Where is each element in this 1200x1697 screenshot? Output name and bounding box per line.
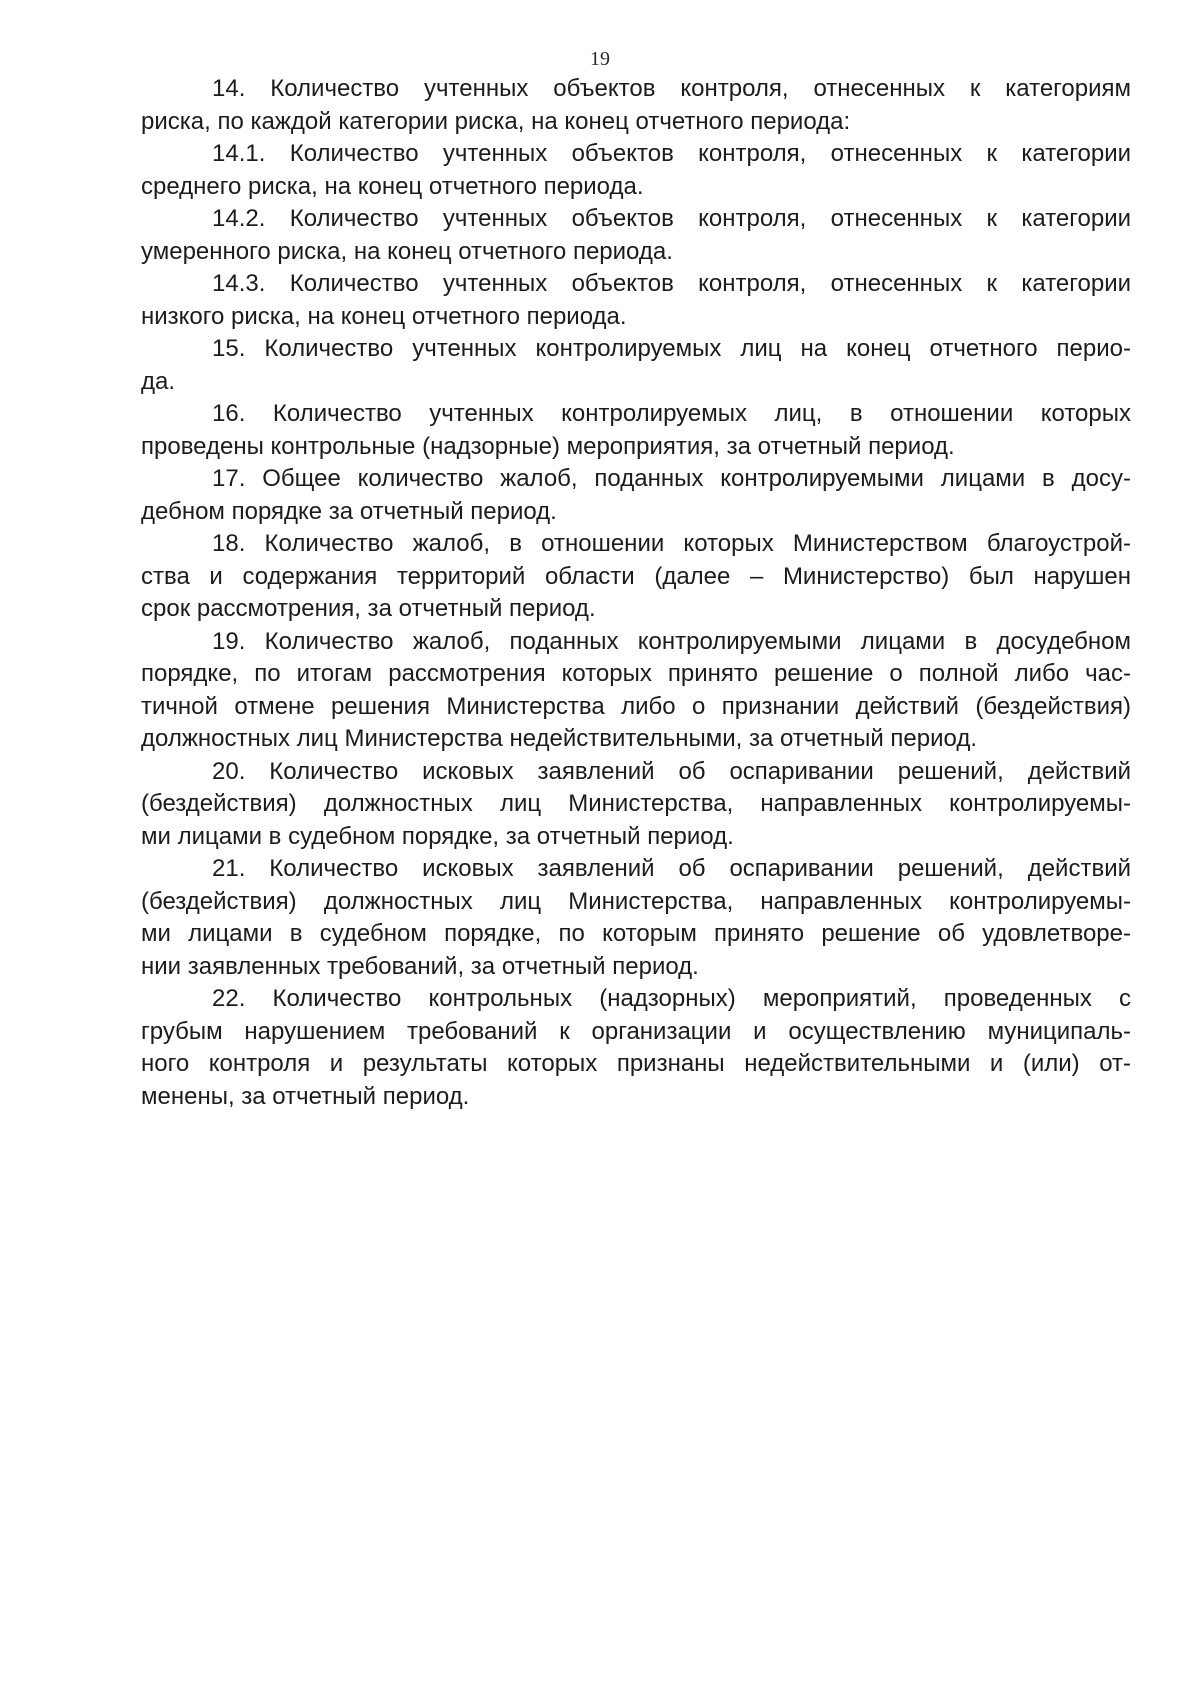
paragraph-p14: [141, 73, 1131, 138]
text-line: (бездействия) должностных лиц Министерства, направленных контролируемы-: [141, 790, 1131, 817]
text-line: 22. Количество контрольных (надзорных) мероприятий, проведенных с: [212, 985, 1131, 1012]
paragraph-p16: [141, 398, 1131, 463]
text-line: 17. Общее количество жалоб, поданных контролируемыми лицами в досу-: [212, 465, 1131, 492]
text-line: умеренного риска, на конец отчетного периода.: [141, 237, 673, 265]
page-number: 19: [590, 48, 610, 70]
text-line: (бездействия) должностных лиц Министерства, направленных контролируемы-: [141, 887, 1131, 915]
text-line: порядке, по итогам рассмотрения которых принято решение о полной либо час-: [141, 660, 1131, 687]
text-line: менены, за отчетный период.: [141, 1082, 470, 1110]
text-line: 20. Количество исковых заявлений об оспаривании решений, действий: [212, 757, 1131, 785]
paragraph-p17: [141, 463, 1131, 528]
paragraph-p20: [141, 756, 1131, 854]
paragraph-p14-2: [141, 203, 1131, 268]
document-body: [141, 73, 1131, 1113]
text-line: 21. Количество исковых заявлений об оспаривании решений, действий: [212, 855, 1131, 882]
text-line: 19. Количество жалоб, поданных контролируемыми лицами в досудебном: [212, 627, 1131, 655]
paragraph-p22: [141, 983, 1131, 1113]
text-line: риска, по каждой категории риска, на конец отчетного периода:: [141, 107, 851, 135]
text-line: ства и содержания территорий области (далее – Министерство) был нарушен: [141, 562, 1131, 590]
text-line: 14.2. Количество учтенных объектов контроля, отнесенных к категории: [212, 205, 1131, 232]
text-line: 18. Количество жалоб, в отношении которых Министерством благоустрой-: [212, 530, 1131, 557]
text-line: 14.3. Количество учтенных объектов контроля, отнесенных к категории: [212, 270, 1131, 297]
text-line: должностных лиц Министерства недействительными, за отчетный период.: [141, 725, 977, 752]
text-line: среднего риска, на конец отчетного периода.: [141, 172, 644, 200]
text-line: 14.1. Количество учтенных объектов контроля, отнесенных к категории: [212, 140, 1131, 167]
text-line: низкого риска, на конец отчетного периода.: [141, 302, 627, 330]
paragraph-p19: [141, 626, 1131, 756]
paragraph-p14-1: [141, 138, 1131, 203]
paragraph-p15: [141, 333, 1131, 398]
paragraph-p21: [141, 853, 1131, 983]
text-line: нии заявленных требований, за отчетный период.: [141, 952, 699, 980]
text-line: ного контроля и результаты которых признаны недействительными и (или) от-: [141, 1050, 1131, 1077]
text-line: срок рассмотрения, за отчетный период.: [141, 595, 596, 622]
text-line: ми лицами в судебном порядке, по которым принято решение об удовлетворе-: [141, 920, 1131, 947]
text-line: дебном порядке за отчетный период.: [141, 497, 557, 525]
paragraph-p18: [141, 528, 1131, 626]
text-line: 14. Количество учтенных объектов контроля, отнесенных к категориям: [212, 75, 1131, 102]
text-line: ми лицами в судебном порядке, за отчетный период.: [141, 822, 734, 850]
text-line: да.: [141, 367, 176, 395]
text-line: проведены контрольные (надзорные) мероприятия, за отчетный период.: [141, 432, 955, 460]
text-line: тичной отмене решения Министерства либо о признании действий (бездействия): [141, 692, 1131, 720]
text-line: 15. Количество учтенных контролируемых лиц на конец отчетного перио-: [212, 335, 1131, 362]
text-line: 16. Количество учтенных контролируемых лиц, в отношении которых: [212, 400, 1131, 427]
paragraph-p14-3: [141, 268, 1131, 333]
text-line: грубым нарушением требований к организации и осуществлению муниципаль-: [141, 1017, 1131, 1045]
